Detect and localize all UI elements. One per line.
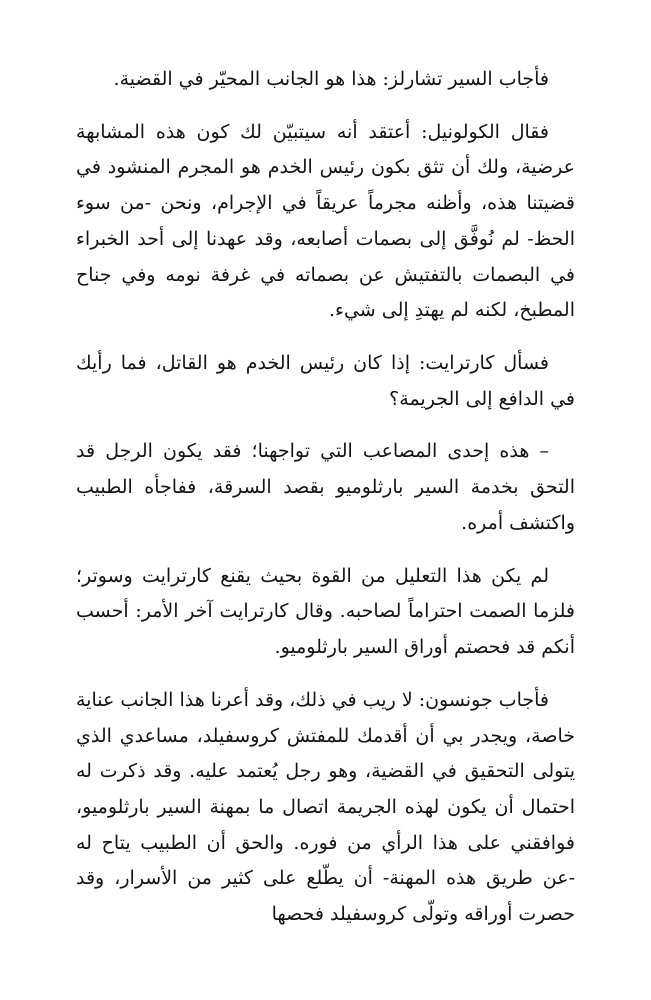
paragraph: – هذه إحدى المصاعب التي تواجهنا؛ فقد يكون الرجل قد التحق بخدمة السير بارثلوميو بقصد السرقة، ففاجأه الطبيب واكتشف أمره. <box>76 440 575 534</box>
paragraph: فقال الكولونيل: أعتقد أنه سيتبيّن لك كون هذه المشابهة عرضية، ولك أن تثق بكون رئيس الخدم هو المجرم المنشود في قضيتنا هذه، وأظنه مجرماً عريقاً في الإجرام، ونحن -من سوء الحظ- لم نُوفَّق إلى بصمات أصابعه، وقد عهدنا إلى أحد الخبراء في البصمات بالتفتيش عن بصماته في غرفة نومه وفي جناح المطبخ، لكنه لم يهتدِ إلى شيء. <box>76 120 575 322</box>
paragraph: فأجاب جونسون: لا ريب في ذلك، وقد أعرنا هذا الجانب عناية خاصة، ويجدر بي أن أقدمك للمفتش كروسفيلد، مساعدي الذي يتولى التحقيق في القضية، وهو رجل يُعتمد عليه. وقد ذكرت له احتمال أن يكون لهذه الجريمة اتصال ما بمهنة السير بارثلوميو، فوافقني على هذا الرأي من فوره. والحق أن الطبيب يتاح له -عن طريق هذه المهنة- أن يطّلع على كثير من الأسرار، وقد حصرت أوراقه وتولّى كروسفيلد فحصها <box>75 688 575 926</box>
paragraph: فسأل كارترايت: إذا كان رئيس الخدم هو القاتل، فما رأيك في الدافع إلى الجريمة؟ <box>76 352 575 410</box>
paragraph: لم يكن هذا التعليل من القوة بحيث يقنع كارترايت وسوتر؛ فلزما الصمت احتراماً لصاحبه. وقال كارترايت آخر الأمر: أحسب أنكم قد فحصتم أوراق السير بارثلوميو. <box>76 564 575 659</box>
document-page <box>76 62 575 950</box>
paragraph: فأجاب السير تشارلز: هذا هو الجانب المحيّر في القضية. <box>113 68 549 90</box>
